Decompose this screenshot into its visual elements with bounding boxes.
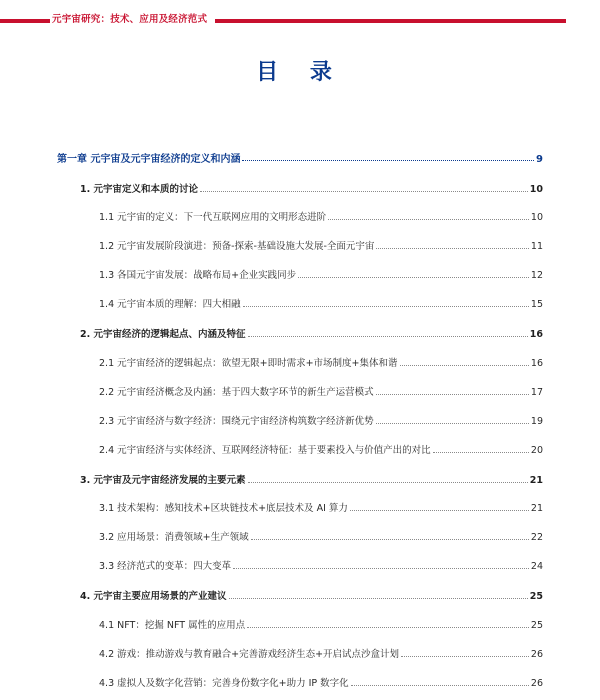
toc-entry-label: 4. 元宇宙主要应用场景的产业建议	[80, 591, 227, 602]
toc-entry-label: 2.4 元宇宙经济与实体经济、互联网经济特征：基于要素投入与价值产出的对比	[99, 445, 431, 456]
toc-leader-dots	[328, 219, 529, 220]
toc-page-number: 21	[529, 475, 543, 486]
toc-entry-section[interactable]	[80, 588, 543, 602]
toc-page-number: 15	[530, 299, 543, 310]
toc-entry-label: 1. 元宇宙定义和本质的讨论	[80, 184, 199, 195]
toc-leader-dots	[400, 365, 529, 366]
toc-entry-section[interactable]	[80, 326, 543, 340]
toc-entry-sub[interactable]	[99, 238, 543, 252]
toc-page-number: 16	[529, 329, 543, 340]
toc-entry-label: 3.2 应用场景：消费领域+生产领域	[99, 532, 249, 543]
toc-entry-sub[interactable]	[99, 529, 543, 543]
toc-page-number: 12	[530, 270, 543, 281]
toc-entry-sub[interactable]	[99, 296, 543, 310]
toc-entry-label: 1.3 各国元宇宙发展：战略布局+企业实践同步	[99, 270, 297, 281]
toc-page-number: 9	[536, 154, 543, 165]
toc-page-number: 16	[530, 358, 543, 369]
toc-entry-section[interactable]	[80, 181, 543, 195]
toc-leader-dots	[350, 510, 529, 511]
toc-leader-dots	[351, 685, 529, 686]
toc-entry-label: 1.1 元宇宙的定义：下一代互联网应用的文明形态进阶	[99, 212, 327, 223]
toc-entry-sub[interactable]	[99, 617, 543, 631]
toc-entry-sub[interactable]	[99, 355, 543, 369]
toc-page-number: 10	[530, 212, 543, 223]
toc-page-number: 17	[530, 387, 543, 398]
toc-leader-dots	[376, 423, 529, 424]
toc-leader-dots	[433, 452, 529, 453]
toc-entry-label: 第一章 元宇宙及元宇宙经济的定义和内涵	[57, 154, 241, 165]
toc-leader-dots	[247, 627, 529, 628]
toc-entry-label: 4.1 NFT：挖掘 NFT 属性的应用点	[99, 620, 246, 631]
toc-entry-label: 3.3 经济范式的变革：四大变革	[99, 561, 232, 572]
toc-entry-label: 2.1 元宇宙经济的逻辑起点：欲望无限+即时需求+市场制度+集体和谐	[99, 358, 398, 369]
toc-entry-sub[interactable]	[99, 646, 543, 660]
toc-leader-dots	[251, 539, 529, 540]
toc-entry-label: 3. 元宇宙及元宇宙经济发展的主要元素	[80, 475, 246, 486]
toc-entry-label: 1.2 元宇宙发展阶段演进：预备-探索-基础设施大发展-全面元宇宙	[99, 241, 375, 252]
toc-leader-dots	[248, 336, 528, 337]
toc-leader-dots	[242, 160, 534, 161]
toc-page-number: 25	[529, 591, 543, 602]
toc-page-number: 26	[530, 649, 543, 660]
toc-entry-label: 2. 元宇宙经济的逻辑起点、内涵及特征	[80, 329, 246, 340]
toc-entry-label: 1.4 元宇宙本质的理解：四大相融	[99, 299, 241, 310]
toc-entry-label: 4.2 游戏：推动游戏与教育融合+完善游戏经济生态+开启试点沙盒计划	[99, 649, 400, 660]
toc-entry-label: 2.3 元宇宙经济与数字经济：围绕元宇宙经济构筑数字经济新优势	[99, 416, 374, 427]
toc-page-number: 22	[530, 532, 543, 543]
toc-leader-dots	[376, 394, 529, 395]
toc-entry-chapter[interactable]	[57, 150, 543, 165]
toc-entry-label: 4.3 虚拟人及数字化营销：完善身份数字化+助力 IP 数字化	[99, 678, 349, 689]
toc-page-number: 24	[530, 561, 543, 572]
toc-page-number: 19	[530, 416, 543, 427]
toc-leader-dots	[243, 306, 529, 307]
toc-entry-sub[interactable]	[99, 675, 543, 689]
running-header	[0, 12, 600, 28]
toc-entry-sub[interactable]	[99, 209, 543, 223]
toc-entry-sub[interactable]	[99, 267, 543, 281]
toc-page-number: 20	[530, 445, 543, 456]
toc-page-number: 21	[530, 503, 543, 514]
toc-entry-label: 3.1 技术架构：感知技术+区块链技术+底层技术及 AI 算力	[99, 503, 348, 514]
toc-leader-dots	[298, 277, 529, 278]
toc-leader-dots	[401, 656, 529, 657]
toc-page-number: 10	[529, 184, 543, 195]
toc-leader-dots	[229, 598, 528, 599]
toc-page-number: 26	[530, 678, 543, 689]
toc-entry-label: 2.2 元宇宙经济概念及内涵：基于四大数字环节的新生产运营模式	[99, 387, 374, 398]
toc-entry-section[interactable]	[80, 472, 543, 486]
toc-page-number: 25	[530, 620, 543, 631]
header-title: 元宇宙研究：技术、应用及经济范式	[52, 12, 215, 28]
toc-entry-sub[interactable]	[99, 500, 543, 514]
toc-leader-dots	[248, 482, 528, 483]
page-title: 目 录	[256, 60, 344, 85]
header-rule	[214, 19, 566, 23]
toc-leader-dots	[233, 568, 529, 569]
header-rule-left	[0, 19, 50, 23]
toc-leader-dots	[200, 191, 528, 192]
toc-leader-dots	[376, 248, 528, 249]
toc-entry-sub[interactable]	[99, 384, 543, 398]
toc-entry-sub[interactable]	[99, 558, 543, 572]
toc-page-number: 11	[530, 241, 543, 252]
toc-entry-sub[interactable]	[99, 442, 543, 456]
toc-entry-sub[interactable]	[99, 413, 543, 427]
